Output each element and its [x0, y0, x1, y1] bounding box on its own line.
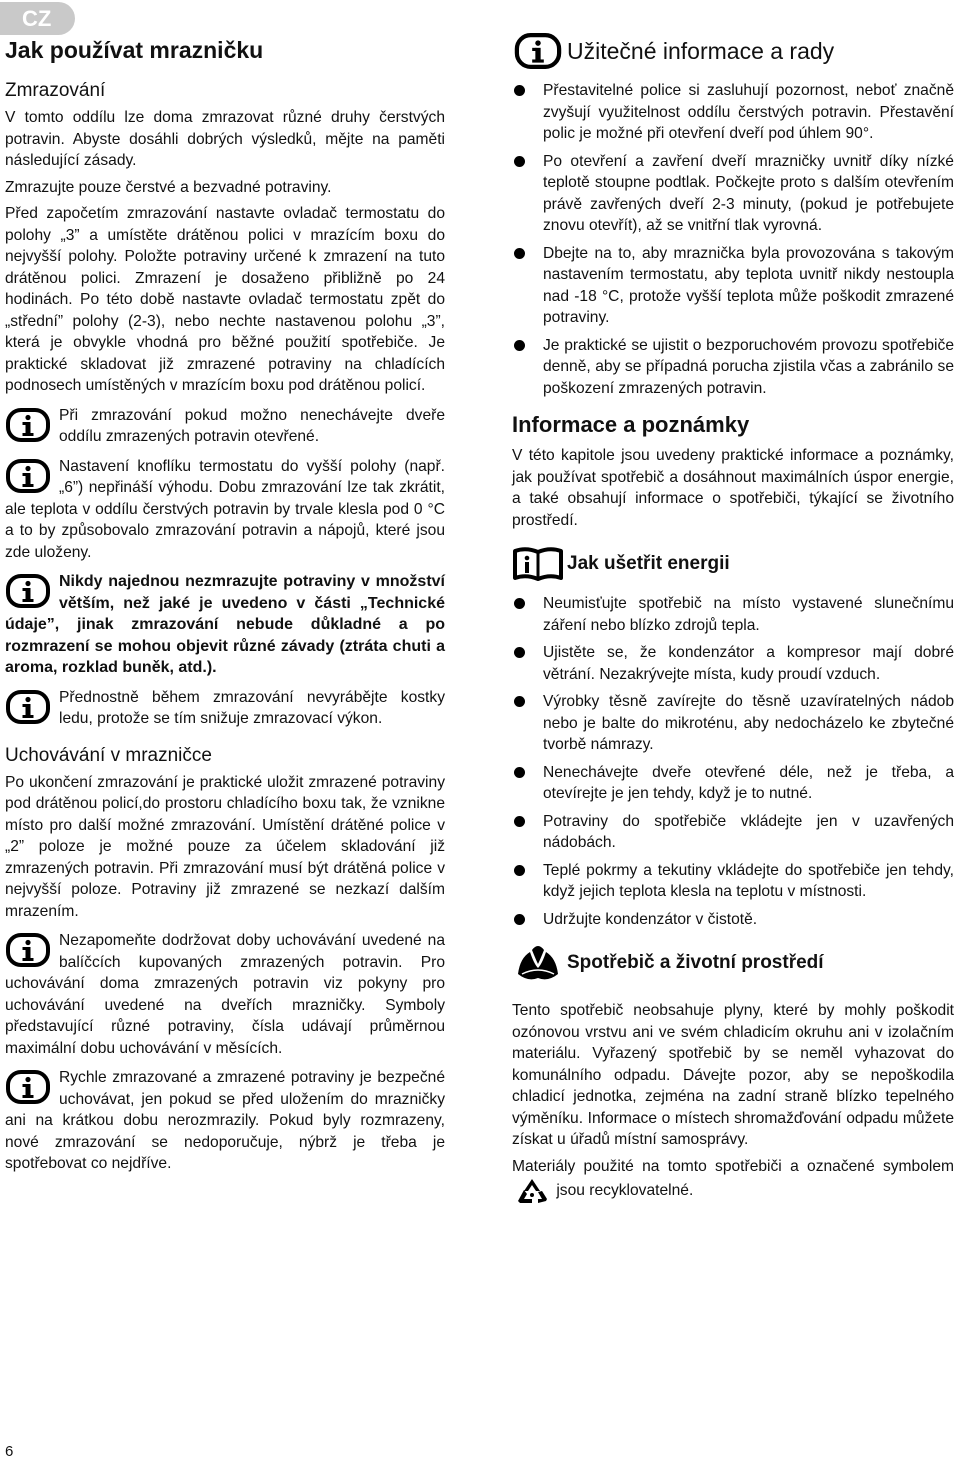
list-item-text: Výrobky těsně zavírejte do těsně uzavíratelných nádob nebo je balte do mikroténu, aby nedocházelo ke zbytečné tvorbě námrazy. — [543, 693, 954, 753]
useful-info-header — [512, 32, 954, 70]
environment-header — [512, 944, 954, 982]
storage-heading: Uchovávání v mrazničce — [5, 744, 212, 766]
list-item-text: Teplé pokrmy a tekutiny vkládejte do spotřebiče jen tehdy, když jejich teplota klesla na teplotu v místnosti. — [543, 861, 954, 900]
flower-icon — [512, 944, 564, 982]
storage-text: Po ukončení zmrazování je praktické uložit zmrazené potraviny pod drátěnou policí,do prostoru chladícího boxu tak, že vznikne místo pro další možné zmrazování. Umístění drátěné police v „2” poloze je možné pouze za účelem skladování již zmrazených potravin. Při zmrazování musí být drátěná police v nejvyšší poloze. Potraviny již zmrazené se nezkazí dalším mrazením. — [5, 773, 445, 920]
list-item-text: Potraviny do spotřebiče vkládejte jen v uzavřených nádobách. — [543, 812, 954, 851]
recycle-text — [512, 1156, 954, 1206]
environment-text: Tento spotřebič neobsahuje plyny, které by mohly poškodit ozónovou vrstvu ani ve svém chladicím okruhu ani v izolačním materiálu. Vyřazený spotřebič by se neměl vyhazovat do komunálního odpadu. Dávejte pozor, aby se nepoškodila chladicí jednotka, zejména na zadní straně blízko tepelného výměníku. Informace o místech shromažďování odpadu můžete získat u úřadů místní samosprávy. — [512, 1002, 954, 1148]
list-item-text: Přestavitelné police si zasluhují pozornost, neboť značně zvyšují využitelnost oddílu čerstvých potravin. Přestavění polic je možné při otevření dveří pod úhlem 90°. — [543, 82, 954, 142]
info-note — [5, 405, 445, 448]
list-item-text: Neumisťujte spotřebič na místo vystavené slunečnímu záření nebo blízko zdrojů tepla. — [543, 595, 954, 634]
storage-section — [5, 744, 445, 1175]
note-text: Přednostně během zmrazování nevyrábějte kostky ledu, protože se tím snižuje zmrazovací výkon. — [59, 688, 445, 727]
note-text: Nikdy najednou nezmrazujte potraviny v množství větším, než jaké je uvedeno v části „Technické údaje”, jinak zmrazování nebude důkladné a po rozmrazení se mohou objevit různé závady (ztráta chuti a aroma, rozklad buněk, atd.). — [5, 573, 445, 676]
freezing-instructions: Před započetím zmrazování nastavte ovladač termostatu do polohy „3” a umístěte drátěnou polici v mrazícím boxu do nejvyšší polohy. Položte potraviny určené k zmrazení na tuto drátěnou polici. Zmrazení je dosaženo přibližně po 24 hodinách. Po této době nastavte ovladač termostatu zpět do „střední” polohy (2-3), nebo nechte nastavenou polohu „3”, která je obvykle vhodná pro běžné použití spotřebiče. Je praktické skladovat již zmrazené potraviny na chladících podnosech umístěných v mrazícím boxu pod drátěnou policí. — [5, 205, 445, 394]
note-text: Nastavení knoflíku termostatu do vyšší polohy (např. „6”) nepřináší výhodu. Dobu zmrazování lze tak zkrátit, ale teplota v oddílu čerstvých potravin by trvale klesla pod 0 °C a to by způsobovalo zmrazování potravin a nápojů, které jsou zde uloženy. — [5, 457, 445, 561]
list-item — [512, 80, 954, 145]
book-icon — [512, 545, 564, 583]
environment-section — [512, 944, 954, 1205]
info-icon — [5, 458, 51, 494]
useful-info-section — [512, 32, 954, 399]
list-item — [512, 762, 954, 805]
info-icon — [5, 573, 51, 609]
list-item-text: Ujistěte se, že kondenzátor a kompresor mají dobré větrání. Nezakrývejte místa, kudy proudí vzduch. — [543, 644, 954, 683]
list-item — [512, 593, 954, 636]
right-column — [512, 32, 954, 1210]
recycle-text-end: jsou recyklovatelné. — [556, 1182, 694, 1200]
energy-saving-header — [512, 545, 954, 583]
list-item-text: Po otevření a zavření dveří mrazničky uvnitř díky nízké teplotě stoupne podtlak. Počkejte proto s dalším otevřením právě zavřených dveří 2-3 minuty, (pokud je potřebujete znovu otevřít), až se vnitřní tlak vyrovná. — [543, 152, 954, 234]
warning-note — [5, 571, 445, 679]
list-item — [512, 860, 954, 903]
info-icon — [5, 407, 51, 443]
left-column — [5, 32, 445, 1180]
info-note — [5, 456, 445, 564]
info-icon — [512, 32, 564, 70]
info-icon — [5, 932, 51, 968]
list-item — [512, 642, 954, 685]
page-title: Jak používat mrazničku — [5, 37, 264, 63]
list-item — [512, 811, 954, 854]
bullet-icon — [514, 865, 525, 876]
freezing-intro: V tomto oddílu lze doma zmrazovat různé druhy čerstvých potravin. Abyste dosáhli dobrých výsledků, mějte na paměti následující zásady. — [5, 109, 445, 169]
list-item-text: Udržujte kondenzátor v čistotě. — [543, 910, 758, 928]
info-icon — [5, 1069, 51, 1105]
info-notes-heading: Informace a poznámky — [512, 412, 750, 437]
bullet-icon — [514, 767, 525, 778]
list-item — [512, 151, 954, 237]
info-notes-text: V této kapitole jsou uvedeny praktické informace a poznámky, jak používat spotřebič a dosáhnout maximálních úspor energie, a také obsahují informace o spotřebiči, týkající se životního prostředí. — [512, 447, 954, 529]
bullet-icon — [514, 647, 525, 658]
bullet-icon — [514, 696, 525, 707]
page-number: 6 — [5, 1443, 14, 1460]
info-notes-section — [512, 413, 954, 531]
energy-saving-heading: Jak ušetřit energii — [567, 553, 730, 574]
energy-saving-list — [512, 593, 954, 930]
freezing-fresh-only: Zmrazujte pouze čerstvé a bezvadné potraviny. — [5, 178, 332, 196]
list-item — [512, 691, 954, 756]
recycle-text-start: Materiály použité na tomto spotřebiči a označené symbolem — [512, 1157, 954, 1175]
language-badge: CZ — [0, 2, 75, 35]
note-text: Nezapomeňte dodržovat doby uchovávání uvedené na balíčcích kupovaných zmrazených potravin. Pro uchovávání doma zmrazených potravin viz pokyny pro uchovávání uvedené na dveřích mrazničky. Symboly představující různé potraviny, čísla udávají průměrnou maximální dobu uchovávání v měsících. — [5, 932, 445, 1057]
bullet-icon — [514, 156, 525, 167]
freezing-section — [5, 79, 445, 730]
bullet-icon — [514, 816, 525, 827]
info-note — [5, 1067, 445, 1175]
environment-heading: Spotřebič a životní prostředí — [567, 952, 824, 973]
recycle-icon — [514, 1177, 550, 1205]
note-text: Rychle zmrazované a zmrazené potraviny je bezpečné uchovávat, jen pokud se před uložením do mrazničky ani na krátkou dobu nerozmrazily. Pokud byly rozmrazeny, nové zmrazování se nedoporučuje, nýbrž je třeba je spotřebovat co nejdříve. — [5, 1069, 445, 1172]
info-note — [5, 930, 445, 1059]
useful-info-heading: Užitečné informace a rady — [567, 38, 835, 64]
useful-info-list — [512, 80, 954, 399]
list-item-text: Dbejte na to, aby mraznička byla provozována s takovým nastavením termostatu, aby teplota uvnitř nikdy nestoupla nad -18 °C, protože vyšší teplota může poškodit zmrazené potraviny. — [543, 244, 954, 326]
bullet-icon — [514, 914, 525, 925]
freezing-heading: Zmrazování — [5, 80, 106, 101]
bullet-icon — [514, 340, 525, 351]
bullet-icon — [514, 598, 525, 609]
note-text: Při zmrazování pokud možno nenechávejte dveře oddílu zmrazených potravin otevřené. — [59, 406, 445, 445]
list-item — [512, 243, 954, 329]
energy-saving-section — [512, 545, 954, 930]
list-item-text: Nenechávejte dveře otevřené déle, než je třeba, a otevírejte je jen tehdy, když je to nutné. — [543, 763, 954, 802]
info-note — [5, 687, 445, 730]
list-item-text: Je praktické se ujistit o bezporuchovém provozu spotřebiče denně, aby se případná porucha zjistila včas a zabránilo se poškození zmrazených potravin. — [543, 336, 954, 397]
list-item — [512, 335, 954, 400]
bullet-icon — [514, 248, 525, 259]
list-item — [512, 909, 954, 931]
info-icon — [5, 689, 51, 725]
bullet-icon — [514, 85, 525, 96]
